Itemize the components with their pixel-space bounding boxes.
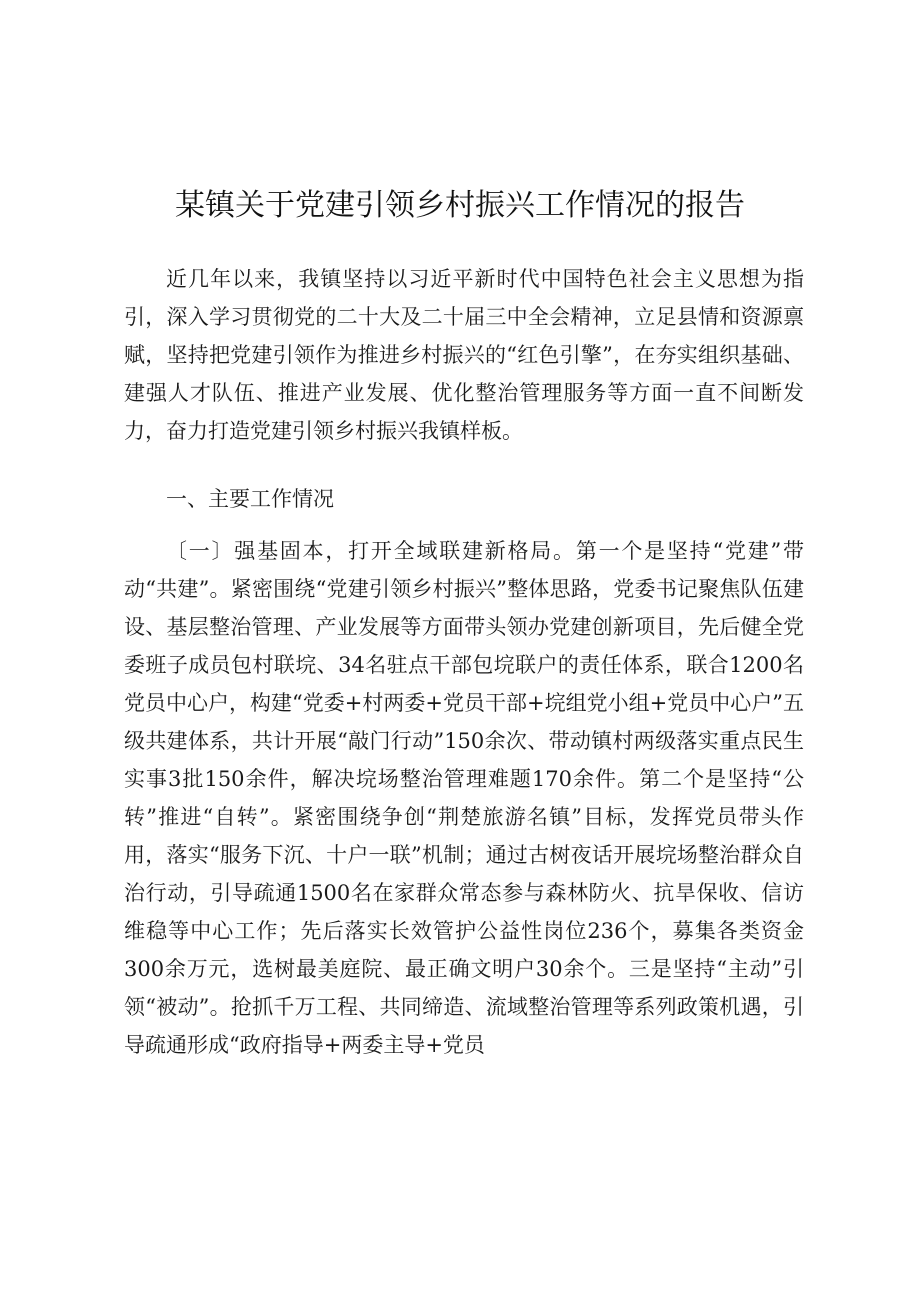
section-paragraph: 〔一〕强基固本，打开全域联建新格局。第一个是坚持“党建”带动“共建”。紧密围绕“党建引领乡村振兴”整体思路，党委书记聚焦队伍建设、基层整治管理、产业发展等方面带头领办党建创新项目，先后健全党委班子成员包村联垸、34名驻点干部包垸联户的责任体系，联合1200名党员中心户，构建“党委+村两委+党员干部+垸组党小组+党员中心户”五级共建体系，共计开展“敲门行动”150余次、带动镇村两级落实重点民生实事3批150余件，解决垸场整治管理难题170余件。第二个是坚持“公转”推进“自转”。紧密围绕争创“荆楚旅游名镇”目标，发挥党员带头作用，落实“服务下沉、十户一联”机制；通过古树夜话开展垸场整治群众自治行动，引导疏通1500名在家群众常态参与森林防火、抗旱保收、信访维稳等中心工作；先后落实长效管护公益性岗位236个，募集各类资金300余万元，选树最美庭院、最正确文明户30余个。三是坚持“主动”引领“被动”。抢抓千万工程、共同缔造、流域整治管理等系列政策机遇，引导疏通形成“政府指导+两委主导+党员 — [124, 539, 804, 1057]
document-title: 某镇关于党建引领乡村振兴工作情况的报告 — [175, 188, 745, 223]
section-heading: 一、主要工作情况 — [166, 487, 334, 511]
intro-paragraph: 近几年以来，我镇坚持以习近平新时代中国特色社会主义思想为指引，深入学习贯彻党的二十大及二十届三中全会精神，立足县情和资源禀赋，坚持把党建引领作为推进乡村振兴的“红色引擎”，在夯实组织基础、建强人才队伍、推进产业发展、优化整治管理服务等方面一直不间断发力，奋力打造党建引领乡村振兴我镇样板。 — [124, 267, 804, 443]
